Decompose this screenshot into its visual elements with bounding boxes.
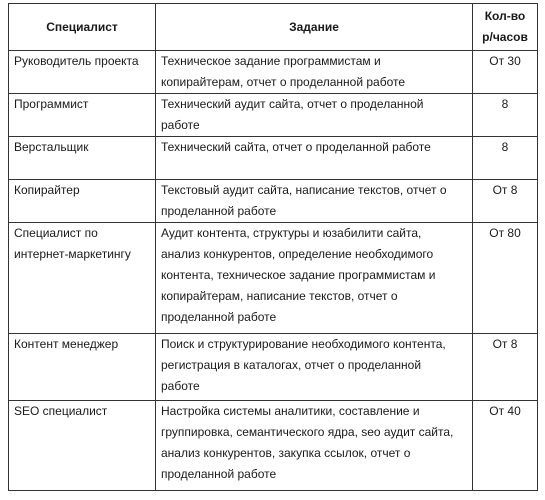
specialist-text-line: интернет-маркетингу [14, 247, 131, 261]
table-row [9, 137, 538, 180]
task-text-line: Настройка системы аналитики, составление и [161, 404, 420, 418]
task-text-line: группировка, семантического ядра, seo аудит сайта, [161, 425, 454, 439]
task-text-line: Технический сайта, отчет о проделанной работе [161, 140, 431, 154]
table-body [9, 51, 538, 491]
task-text-line: работе [161, 118, 200, 132]
task-text-line: работе [161, 379, 200, 393]
cell-specialist [9, 223, 156, 334]
cell-hours: От 80 [473, 223, 538, 334]
header-hours-line2: р/часов [482, 30, 528, 44]
task-text-line: Текстовый аудит сайта, написание текстов, отчет о [161, 183, 447, 197]
table-row [9, 334, 538, 401]
cell-specialist [9, 94, 156, 137]
cell-hours: От 40 [473, 401, 538, 491]
task-text-line: проделанной работе [161, 204, 277, 218]
cell-specialist [9, 137, 156, 180]
table-row [9, 180, 538, 223]
header-specialist: Специалист [9, 4, 156, 51]
header-hours-line1: Кол-во [484, 9, 526, 23]
task-text-line: регистрация в каталогах, отчет о проделанной [161, 358, 422, 372]
cell-hours: От 8 [473, 334, 538, 401]
specialists-table-container [8, 3, 537, 491]
task-text-line: проделанной работе [161, 467, 277, 481]
task-text-line: анализ конкурентов, закупка ссылок, отчет о [161, 446, 411, 460]
cell-hours: От 30 [473, 51, 538, 94]
specialist-text-line: Контент менеджер [14, 337, 119, 351]
cell-hours: 8 [473, 137, 538, 180]
specialist-text-line: Верстальщик [14, 140, 89, 154]
specialists-table [8, 3, 538, 491]
cell-specialist [9, 334, 156, 401]
task-text-line: Техническое задание программистам и [161, 54, 381, 68]
specialist-text-line: SEO специалист [14, 404, 108, 418]
task-text-line: копирайтерам, написание текстов, отчет о [161, 289, 398, 303]
table-row [9, 51, 538, 94]
cell-specialist [9, 51, 156, 94]
cell-task [156, 180, 473, 223]
cell-task [156, 94, 473, 137]
specialist-text-line: Руководитель проекта [14, 54, 139, 68]
cell-task [156, 137, 473, 180]
header-task: Задание [156, 4, 473, 51]
task-text-line: Поиск и структурирование необходимого контента, [161, 337, 446, 351]
specialist-text-line: Программист [14, 97, 89, 111]
cell-task [156, 51, 473, 94]
task-text-line: анализ конкурентов, определение необходимого [161, 247, 434, 261]
task-text-line: проделанной работе [161, 310, 277, 324]
table-row [9, 94, 538, 137]
task-text-line: Аудит контента, структуры и юзабилити сайта, [161, 226, 422, 240]
specialist-text-line: Копирайтер [14, 183, 80, 197]
task-text-line: Технический аудит сайта, отчет о проделанной [161, 97, 424, 111]
cell-task [156, 401, 473, 491]
specialist-text-line: Специалист по [14, 226, 98, 240]
task-text-line: копирайтерам, отчет о проделанной работе [161, 75, 406, 89]
cell-task [156, 223, 473, 334]
task-text-line: контента, техническое задание программистам и [161, 268, 436, 282]
cell-hours: 8 [473, 94, 538, 137]
table-row [9, 401, 538, 491]
cell-task [156, 334, 473, 401]
header-hours [473, 4, 538, 51]
cell-hours: От 8 [473, 180, 538, 223]
table-row [9, 223, 538, 334]
cell-specialist [9, 180, 156, 223]
table-header-row [9, 4, 538, 51]
cell-specialist [9, 401, 156, 491]
